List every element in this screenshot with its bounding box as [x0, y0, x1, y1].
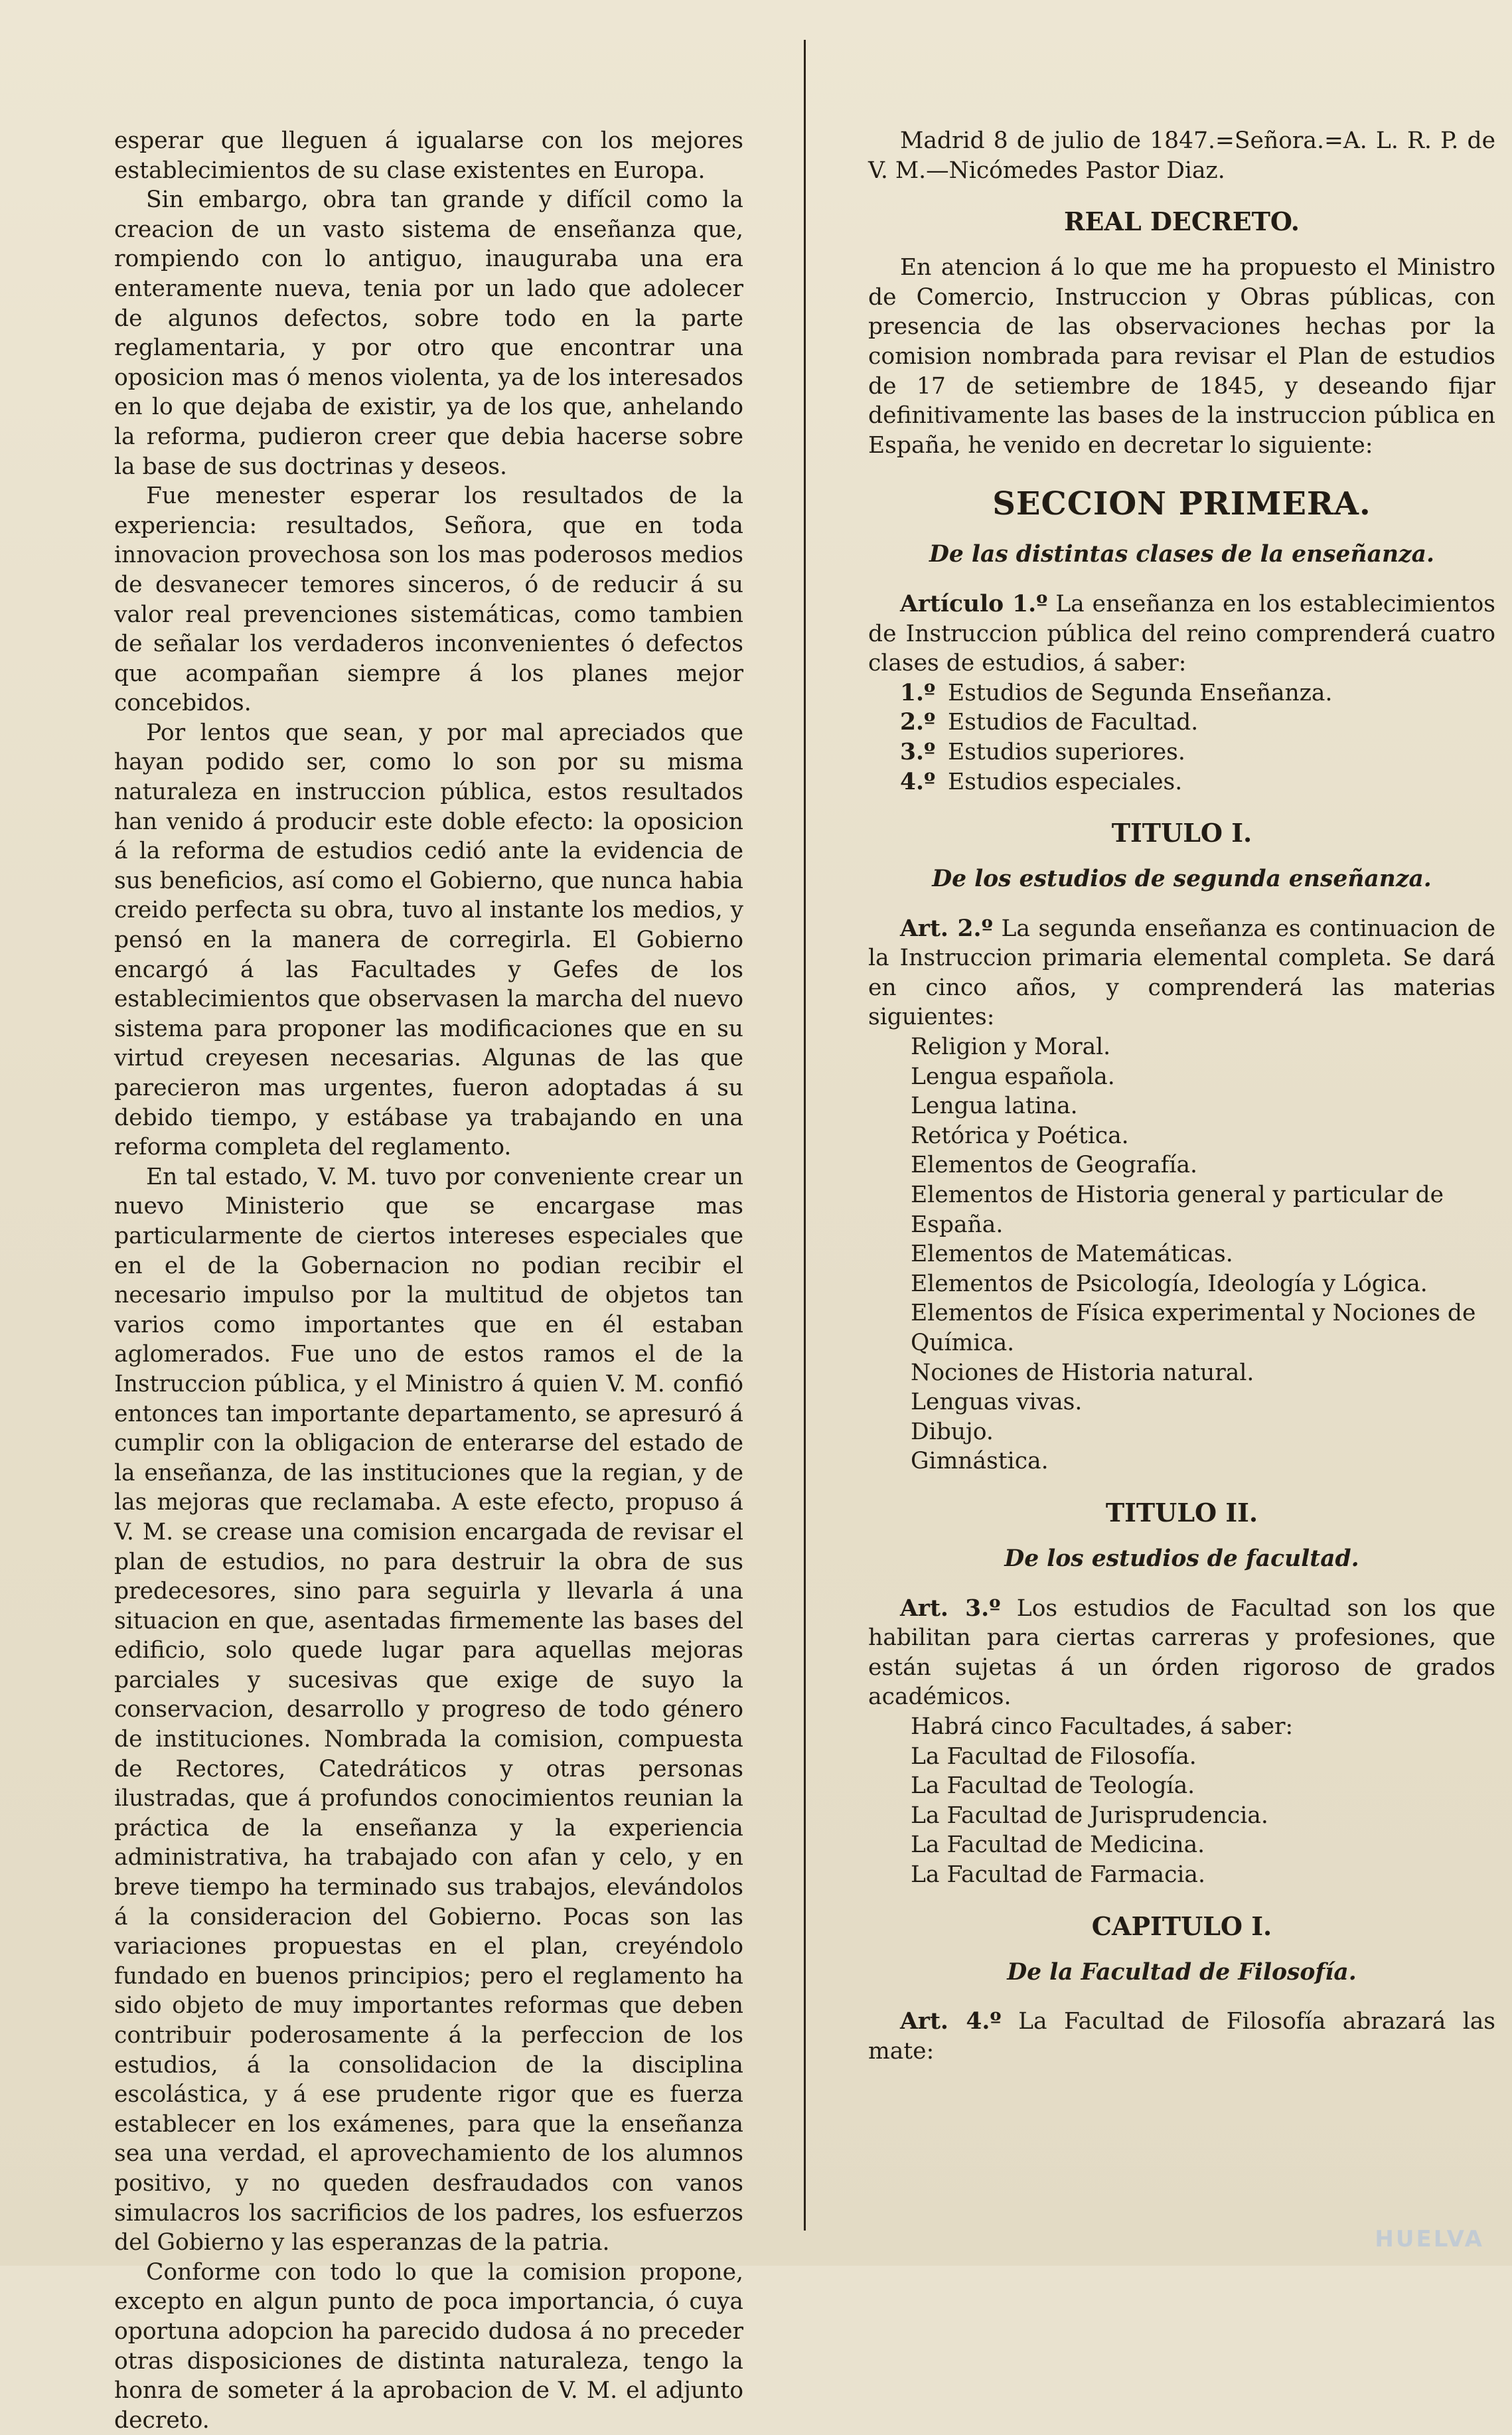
item-text: Estudios especiales.	[948, 768, 1183, 795]
article-4	[868, 2007, 1495, 2066]
list-item	[868, 767, 1495, 797]
item-text: Estudios superiores.	[948, 738, 1185, 765]
list-item: Religion y Moral.	[911, 1034, 1111, 1061]
list-item: Gimnástica.	[911, 1448, 1049, 1475]
article-label: Art. 4.º	[900, 2008, 1002, 2035]
list-lead: Habrá cinco Facultades, á saber:	[911, 1713, 1294, 1740]
list-item: Elementos de Historia general y particular de España.	[911, 1182, 1444, 1238]
article-2	[868, 914, 1495, 1032]
list-item	[868, 708, 1495, 738]
right-column	[868, 126, 1495, 2066]
item-number: 2.º	[900, 709, 936, 736]
list-item: Retórica y Poética.	[911, 1122, 1129, 1149]
column-divider	[804, 40, 806, 2231]
paragraph: Por lentos que sean, y por mal apreciados que hayan podido ser, como lo son por su misma naturaleza en instruccion pública, estos resultados han venido á producir este doble efecto: la oposicion á la reforma de estudios cedió ante la evidencia de sus beneficios, así como el Gobierno, que nunca habia creido perfecta su obra, tuvo al instante los medios, y pensó en la manera de corregirla. El Gobierno encargó á las Facultades y Gefes de los establecimientos que observasen la marcha del nuevo sistema para proponer las modificaciones que en su virtud creyesen necesarias. Algunas de las que parecieron mas urgentes, fueron adoptadas á su debido tiempo, y estábase ya trabajando en una reforma completa del reglamento.	[114, 719, 743, 1161]
left-column	[114, 126, 743, 2435]
list-item: La Facultad de Medicina.	[911, 1832, 1205, 1859]
list-item: La Facultad de Farmacia.	[911, 1861, 1205, 1888]
signature-line: Madrid 8 de julio de 1847.=Señora.=A. L. R. P. de V. M.—Nicómedes Pastor Diaz.	[868, 127, 1495, 184]
list-item: Lengua latina.	[911, 1093, 1078, 1120]
capitulo-1-title: CAPITULO I.	[1091, 1911, 1272, 1941]
item-number: 4.º	[900, 768, 936, 795]
list-item: Nociones de Historia natural.	[911, 1359, 1254, 1386]
section-subtitle: De las distintas clases de la enseñanza.	[929, 541, 1434, 568]
list-item	[868, 678, 1495, 708]
article-text: Los estudios de Facultad son los que habilitan para ciertas carreras y profesiones, que están sujetas á un órden rigoroso de grados académicos.	[868, 1595, 1496, 1711]
paragraph-continuation: esperar que lleguen á igualarse con los mejores establecimientos de su clase existentes en Europa.	[114, 127, 743, 184]
list-item: Elementos de Psicología, Ideología y Lógica.	[911, 1270, 1428, 1297]
paragraph: Fue menester esperar los resultados de la experiencia: resultados, Señora, que en toda innovacion provechosa son los mas poderosos medios de desvanecer temores sinceros, ó de reducir á su valor real prevenciones sistemáticas, como tambien de señalar los verdaderos inconvenientes ó defectos que acompañan siempre á los planes mejor concebidos.	[114, 483, 743, 717]
list-item: Elementos de Física experimental y Nociones de Química.	[911, 1300, 1476, 1356]
list-item: La Facultad de Teología.	[911, 1772, 1195, 1800]
article-label: Artículo 1.º	[900, 590, 1048, 617]
list-item: Lenguas vivas.	[911, 1389, 1083, 1416]
list-item	[868, 738, 1495, 767]
list-item: La Facultad de Jurisprudencia.	[911, 1802, 1268, 1829]
item-number: 3.º	[900, 738, 936, 765]
decree-title: REAL DECRETO.	[1063, 206, 1300, 237]
list-item: La Facultad de Filosofía.	[911, 1743, 1197, 1770]
item-number: 1.º	[900, 679, 936, 706]
paragraph: Sin embargo, obra tan grande y difícil como la creacion de un vasto sistema de enseñanza que, rompiendo con lo antiguo, inauguraba una era enteramente nueva, tenia por un lado que adolecer de algunos defectos, sobre todo en la parte reglamentaria, y por otro que encontrar una oposicion mas ó menos violenta, ya de los interesados en lo que dejaba de existir, ya de los que, anhelando la reforma, pudieron creer que debia hacerse sobre la base de sus doctrinas y deseos.	[114, 187, 743, 480]
list-item: Lengua española.	[911, 1063, 1115, 1090]
article-label: Art. 3.º	[900, 1595, 1001, 1622]
list-item: Elementos de Geografía.	[911, 1152, 1197, 1179]
titulo-1-title: TITULO I.	[1111, 818, 1252, 848]
list-item: Elementos de Matemáticas.	[911, 1241, 1233, 1268]
titulo-2-title: TITULO II.	[1105, 1497, 1258, 1528]
archive-watermark: HUELVA	[1375, 2226, 1484, 2252]
article-label: Art. 2.º	[900, 915, 993, 942]
item-text: Estudios de Segunda Enseñanza.	[948, 679, 1333, 706]
titulo-1-subtitle: De los estudios de segunda enseñanza.	[932, 866, 1432, 893]
decree-intro: En atencion á lo que me ha propuesto el Ministro de Comercio, Instruccion y Obras públicas, con presencia de las observaciones hechas por la comision nombrada para revisar el Plan de estudios de 17 de setiembre de 1845, y deseando fijar definitivamente las bases de la instruccion pública en España, he venido en decretar lo siguiente:	[868, 254, 1495, 459]
article-3	[868, 1594, 1495, 1712]
list-item: Dibujo.	[911, 1418, 994, 1445]
article-text: La enseñanza en los establecimientos de Instruccion pública del reino comprenderá cuatro clases de estudios, á saber:	[868, 590, 1495, 677]
capitulo-1-subtitle: De la Facultad de Filosofía.	[1007, 1958, 1357, 1986]
item-text: Estudios de Facultad.	[948, 709, 1199, 736]
article-text: La segunda enseñanza es continuacion de la Instruccion primaria elemental completa. Se dará en cinco años, y comprenderá las materias siguientes:	[868, 915, 1496, 1031]
section-title: SECCION PRIMERA.	[992, 485, 1371, 523]
titulo-2-subtitle: De los estudios de facultad.	[1004, 1545, 1359, 1572]
article-1	[868, 589, 1495, 678]
article-text: La Facultad de Filosofía abrazará las mate:	[868, 2008, 1496, 2065]
paragraph: Conforme con todo lo que la comision propone, excepto en algun punto de poca importancia, ó cuya oportuna adopcion ha parecido dudosa á no preceder otras disposiciones de distinta naturaleza, tengo la honra de someter á la aprobacion de V. M. el adjunto decreto.	[114, 2258, 743, 2434]
paragraph: En tal estado, V. M. tuvo por conveniente crear un nuevo Ministerio que se encargase mas particularmente de ciertos intereses especiales que en el de la Gobernacion no podian recibir el necesario impulso por la multitud de objetos tan varios como importantes que en él estaban aglomerados. Fue uno de estos ramos el de la Instruccion pública, y el Ministro á quien V. M. confió entonces tan importante departamento, se apresuró á cumplir con la obligacion de enterarse del estado de la enseñanza, de las instituciones que la regian, y de las mejoras que reclamaba. A este efecto, propuso á V. M. se crease una comision encargada de revisar el plan de estudios, no para destruir la obra de sus predecesores, sino para seguirla y llevarla á una situacion en que, asentadas firmemente las bases del edificio, solo quede lugar para aquellas mejoras parciales y sucesivas que exige de suyo la conservacion, desarrollo y progreso de todo género de instituciones. Nombrada la comision, compuesta de Rectores, Catedráticos y otras personas ilustradas, que á profundos conocimientos reunian la práctica de la enseñanza y la experiencia administrativa, ha trabajado con afan y celo, y en breve tiempo ha terminado sus trabajos, elevándolos á la consideracion del Gobierno. Pocas son las variaciones propuestas en el plan, creyéndolo fundado en buenos principios; pero el reglamento ha sido objeto de muy importantes reformas que deben contribuir poderosamente á la perfeccion de los estudios, á la consolidacion de la disciplina escolástica, y á ese prudente rigor que es fuerza establecer en los exámenes, para que la enseñanza sea una verdad, el aprovechamiento de los alumnos positivo, y no queden desfraudados con vanos simulacros los sacrificios de los padres, los esfuerzos del Gobierno y las esperanzas de la patria.	[114, 1163, 743, 2256]
